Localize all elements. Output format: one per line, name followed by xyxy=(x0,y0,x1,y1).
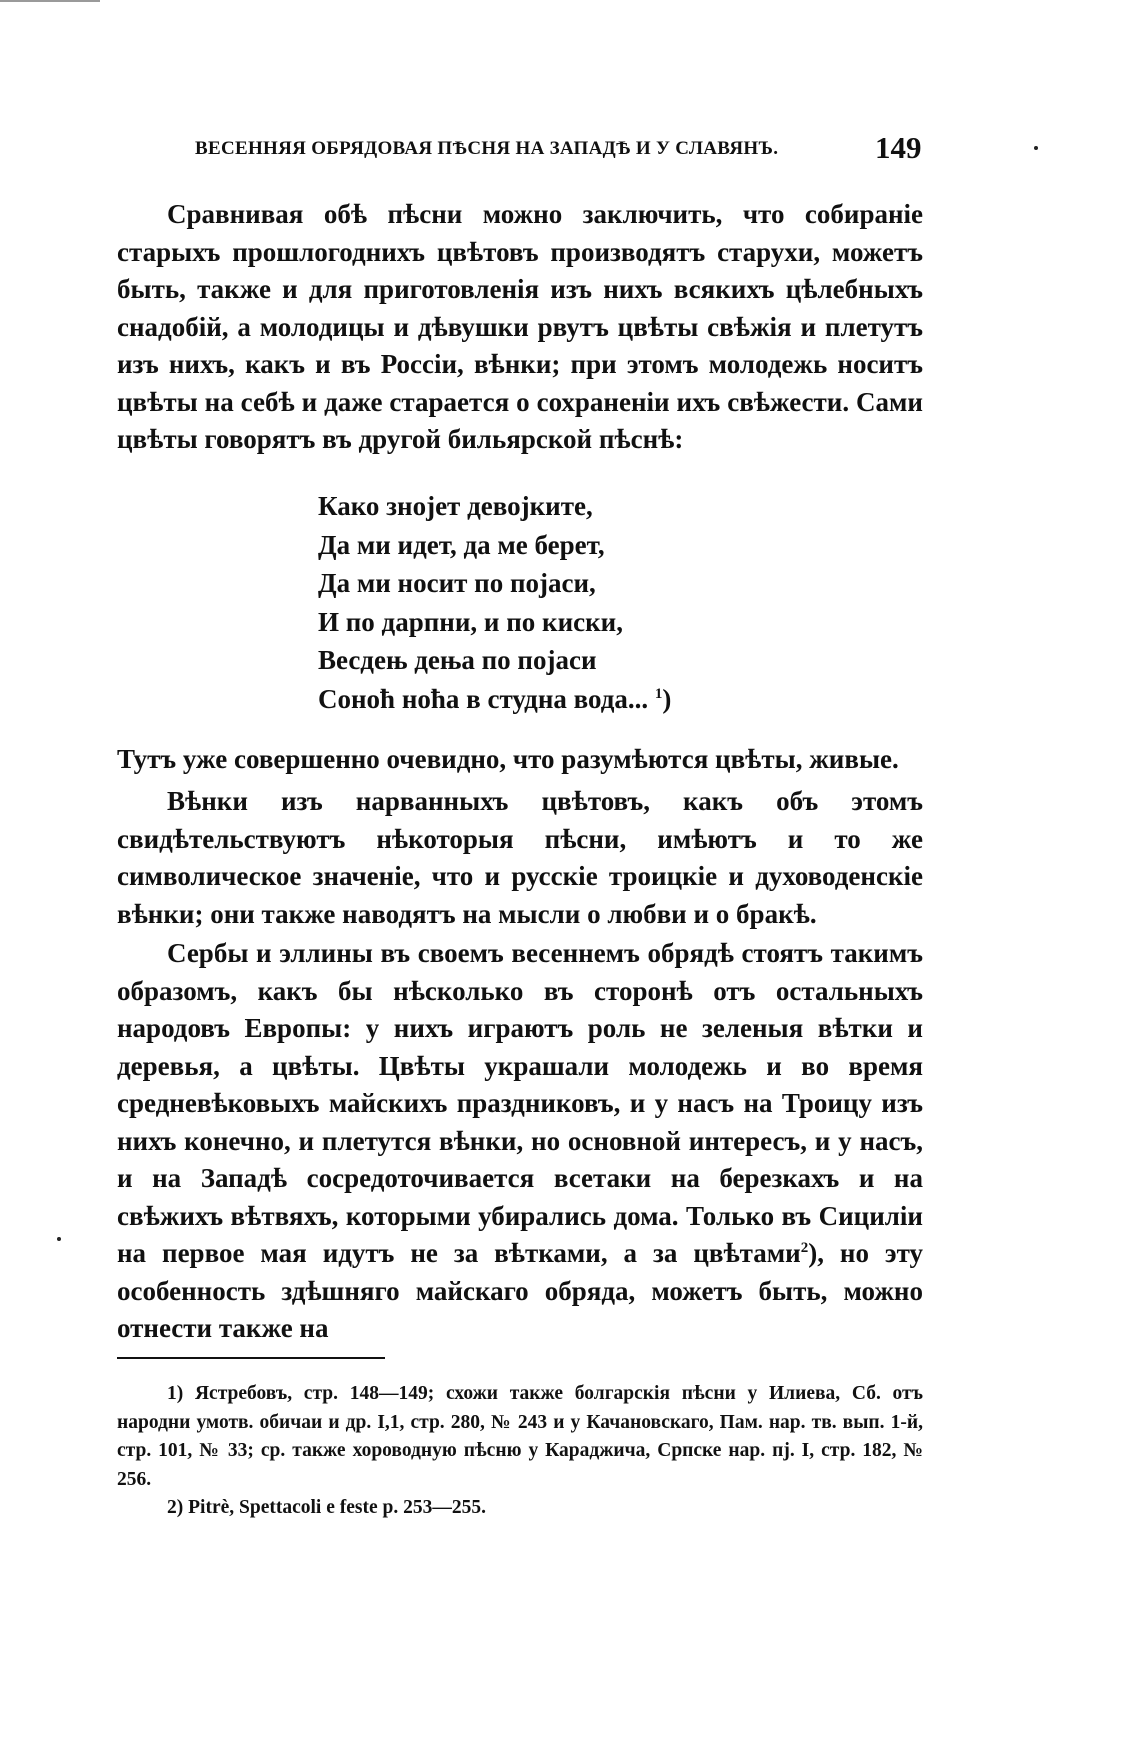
verse-line: И по дарпни, и по киски, xyxy=(318,606,623,637)
paragraph-4 xyxy=(117,935,923,1348)
footnote-1: 1) Ястребовъ, стр. 148—149; схожи также болгарскія пѣсни у Илиева, Сб. отъ народни умотв. обичаи и др. I,1, стр. 280, № 243 и у Качановскаго, Пам. нар. тв. вып. 1-й, стр. 101, № 33; ср. также хороводную пѣсню у Караджича, Српске нар. пј. I, стр. 182, № 256. xyxy=(117,1383,923,1490)
footnote-ref-2: 2 xyxy=(800,1240,809,1256)
verse-line: Соноћ ноћа в студна вода... xyxy=(318,683,649,714)
verse-line: Да ми идет, да ме берет, xyxy=(318,529,605,560)
verse-line: Весдењ дења по појаси xyxy=(318,645,597,675)
footnote-ref-paren: ) xyxy=(662,683,672,714)
paragraph-4-text-cont: ), но эту особенность здѣшняго майскаго обряда, можетъ быть, можно отнести также на xyxy=(117,1238,923,1343)
paragraph-4-text: Сербы и эллины въ своемъ весеннемъ обрядѣ стоятъ такимъ образомъ, какъ бы нѣсколько въ сторонѣ отъ остальныхъ народовъ Европы: у нихъ играютъ роль не зеленыя вѣтки и деревья, а цвѣты. Цвѣты украшали молодежь и во время средневѣковыхъ майскихъ праздниковъ, и у насъ на Троицу изъ нихъ конечно, и плетутся вѣнки, но основной интересъ, и у насъ, и на Западѣ сосредоточивается всетаки на березкахъ и на свѣжихъ вѣтвяхъ, которыми убирались дома. Только въ Сициліи на первое мая идутъ не за вѣтками, а за цвѣтами xyxy=(117,938,923,1268)
verse-quote xyxy=(318,487,671,718)
verse-line: Да ми носит по појаси, xyxy=(318,568,596,598)
page-number: 149 xyxy=(875,130,922,165)
verse-line-last xyxy=(318,680,671,719)
footnote-2: 2) Pitrè, Spettacoli e feste p. 253—255. xyxy=(167,1497,486,1518)
scan-speck xyxy=(57,1237,61,1241)
paragraph-1: Сравнивая обѣ пѣсни можно заключить, что собираніе старыхъ прошлогоднихъ цвѣтовъ производятъ старухи, можетъ быть, также и для приготовленія изъ нихъ всякихъ цѣлебныхъ снадобій, а молодицы и дѣвушки рвутъ цвѣты свѣжія и плетутъ изъ нихъ, какъ и въ Россіи, вѣнки; при этомъ молодежь носитъ цвѣты на себѣ и даже старается о сохраненіи ихъ свѣжести. Сами цвѣты говорятъ въ другой бильярской пѣснѣ: xyxy=(117,199,923,454)
verse-line: Како знојет девојките, xyxy=(318,491,593,521)
scan-edge-mark xyxy=(0,0,100,2)
footnote-ref-1: 1 xyxy=(654,685,663,702)
scan-speck xyxy=(1034,146,1038,150)
footnote-separator xyxy=(117,1357,385,1359)
paragraph-3: Вѣнки изъ нарванныхъ цвѣтовъ, какъ объ этомъ свидѣтельствуютъ нѣкоторыя пѣсни, имѣютъ и то же символическое значеніе, что и русскіе троицкіе и духоводенскіе вѣнки; они также наводятъ на мысли о любви и о бракѣ. xyxy=(117,786,923,929)
running-title: ВЕСЕННЯЯ ОБРЯДОВАЯ ПѢСНЯ НА ЗАПАДѢ И У СЛАВЯНЪ. xyxy=(195,138,779,159)
paragraph-2: Тутъ уже совершенно очевидно, что разумѣются цвѣты, живые. xyxy=(117,744,899,774)
